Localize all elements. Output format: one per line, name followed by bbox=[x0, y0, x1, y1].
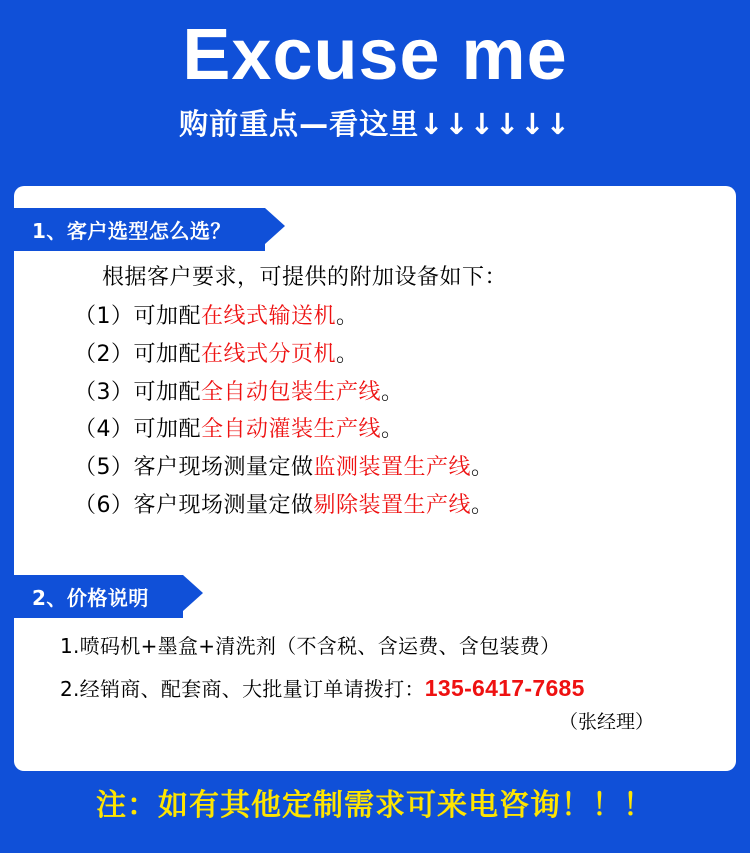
list-item-suffix: 。 bbox=[471, 455, 494, 481]
list-item bbox=[74, 298, 716, 336]
section-1-body bbox=[74, 260, 716, 525]
header bbox=[0, 0, 750, 143]
footer bbox=[0, 780, 750, 824]
list-item bbox=[74, 336, 716, 374]
section-2-heading-wrap bbox=[14, 575, 183, 618]
list-item-highlight: 全自动包装生产线 bbox=[201, 379, 382, 405]
footer-note: 注：如有其他定制需求可来电咨询！！！ bbox=[96, 788, 654, 823]
list-item-suffix: 。 bbox=[471, 493, 494, 519]
section-1-lead: 根据客户要求，可提供的附加设备如下： bbox=[102, 265, 508, 290]
list-item bbox=[74, 411, 716, 449]
list-item-highlight: 在线式输送机 bbox=[201, 304, 337, 329]
list-item-prefix: （4）可加配 bbox=[74, 417, 201, 443]
list-item-prefix: （2）可加配 bbox=[74, 341, 201, 367]
section-2-heading: 2、价格说明 bbox=[14, 575, 183, 618]
list-item-highlight: 全自动灌装生产线 bbox=[201, 417, 382, 443]
list-item-suffix: 。 bbox=[381, 417, 404, 443]
list-item-prefix: （1）可加配 bbox=[74, 304, 201, 329]
price-line-1: 1.喷码机+墨盒+清洗剂（不含税、含运费、含包装费） bbox=[60, 634, 561, 658]
list-item bbox=[74, 449, 716, 487]
list-item-highlight: 监测装置生产线 bbox=[313, 455, 472, 481]
section-1-heading: 1、客户选型怎么选？ bbox=[14, 208, 265, 251]
list-item-suffix: 。 bbox=[336, 341, 359, 367]
list-item-prefix: （6）客户现场测量定做 bbox=[74, 493, 314, 519]
list-item-suffix: 。 bbox=[381, 379, 404, 405]
list-item bbox=[74, 487, 716, 525]
list-item-highlight: 在线式分页机 bbox=[201, 341, 337, 367]
page-title: Excuse me bbox=[182, 15, 568, 95]
list-item-highlight: 剔除装置生产线 bbox=[313, 493, 472, 519]
phone-number[interactable]: 135-6417-7685 bbox=[424, 675, 585, 701]
list-item-suffix: 。 bbox=[336, 304, 359, 329]
header-subtitle: 购前重点—看这里↓↓↓↓↓↓ bbox=[179, 106, 571, 141]
price-line-2-prefix: 2.经销商、配套商、大批量订单请拨打： bbox=[60, 677, 425, 701]
contact-signature: （张经理） bbox=[558, 710, 654, 733]
list-item-prefix: （3）可加配 bbox=[74, 379, 201, 405]
list-item-prefix: （5）客户现场测量定做 bbox=[74, 455, 314, 481]
section-1-heading-wrap bbox=[14, 208, 265, 251]
content-panel bbox=[14, 186, 736, 771]
list-item bbox=[74, 374, 716, 412]
price-line-2 bbox=[60, 666, 716, 711]
section-2-body bbox=[60, 627, 716, 734]
